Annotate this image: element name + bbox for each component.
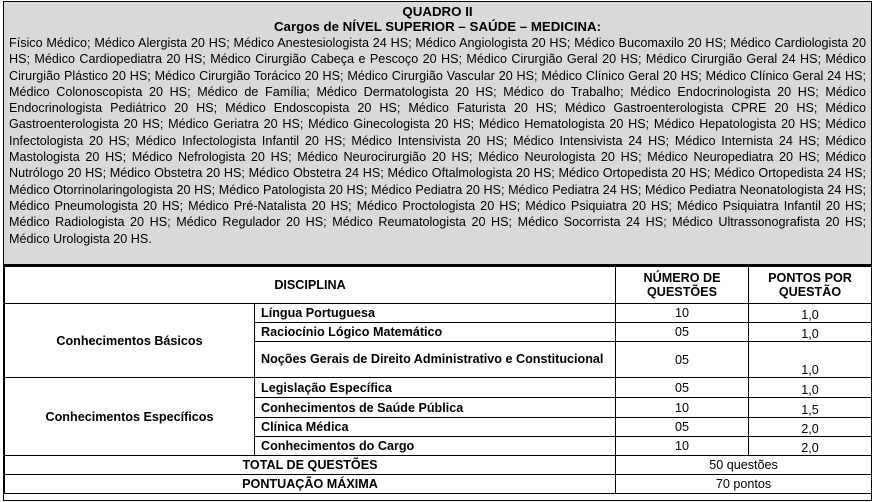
disciplina-cell: Legislação Específica xyxy=(255,378,616,398)
quadro-subtitle: Cargos de NÍVEL SUPERIOR – SAÚDE – MEDICINA: xyxy=(273,19,602,34)
pontos-cell: 2,0 xyxy=(749,437,872,456)
table-header-row xyxy=(5,267,872,304)
numero-cell: 10 xyxy=(616,398,749,418)
pontos-cell: 1,0 xyxy=(749,378,872,398)
cargos-list: Físico Médico; Médico Alergista 20 HS; Médico Anestesiologista 24 HS; Médico Angiologista 20 HS; Médico Bucomaxilo 20 HS; Médico Cardiologista 20 HS; Médico Cardiopediatra 20 HS; Médico Cirurgião Cabeça e Pescoço 20 HS; Médico Cirurgião Geral 20 HS; Médico Cirurgião Geral 24 HS; Médico Cirurgião Plástico 20 HS; Médico Cirurgião Torácico 20 HS; Médico Cirurgião Vascular 20 HS; Médico Clínico Geral 20 HS; Médico Clínico Geral 24 HS; Médico Colonoscopista 20 HS; Médico de Família; Médico Dermatologista 20 HS; Médico do Trabalho; Médico Endocrinologista 20 HS; Médico Endocrinologista Pediátrico 20 HS; Médico Endoscopista 20 HS; Médico Faturista 20 HS; Médico Gastroenterologista CPRE 20 HS; Médico Gastroenterologista 20 HS; Médico Geriatra 20 HS; Médico Ginecologista 20 HS; Médico Hematologista 20 HS; Médico Hepatologista 20 HS; Médico Infectologista 20 HS; Médico Infectologista Infantil 20 HS; Médico Intensivista 20 HS; Médico Intensivista 24 HS; Médico Internista 24 HS; Médico Mastologista 20 HS; Médico Nefrologista 20 HS; Médico Neurocirurgião 20 HS; Médico Neurologista 20 HS; Médico Neuropediatra 20 HS; Médico Nutrólogo 20 HS; Médico Obstetra 20 HS; Médico Obstetra 24 HS; Médico Oftalmologista 20 HS; Médico Ortopedista 20 HS; Médico Ortopedista 24 HS; Médico Otorrinolaringologista 20 HS; Médico Patologista 20 HS; Médico Pediatra 20 HS; Médico Pediatra 24 HS; Médico Pediatra Neonatologista 24 HS; Médico Pneumologista 20 HS; Médico Pré-Natalista 20 HS; Médico Proctologista 20 HS; Médico Psiquiatra 20 HS; Médico Psiquiatra Infantil 20 HS; Médico Radiologista 20 HS; Médico Regulador 20 HS; Médico Reumatologista 20 HS; Médico Socorrista 24 HS; Médico Ultrassonografista 20 HS; Médico Urologista 20 HS. xyxy=(9,36,866,246)
disciplina-cell: Noções Gerais de Direito Administrativo e Constitucional xyxy=(255,342,616,378)
pontos-cell: 1,0 xyxy=(749,323,872,342)
numero-cell: 10 xyxy=(616,304,749,323)
disciplina-cell: Língua Portuguesa xyxy=(255,304,616,323)
numero-cell: 05 xyxy=(616,418,749,437)
pontuacao-maxima-value: 70 pontos xyxy=(616,475,872,494)
total-row xyxy=(5,456,872,475)
total-questoes-value: 50 questões xyxy=(616,456,872,475)
max-row xyxy=(5,475,872,494)
quadro-title: QUADRO II xyxy=(402,4,473,19)
table-row xyxy=(5,304,872,323)
numero-cell: 05 xyxy=(616,378,749,398)
pontos-cell: 1,5 xyxy=(749,398,872,418)
disciplina-cell: Clínica Médica xyxy=(255,418,616,437)
numero-cell: 05 xyxy=(616,342,749,378)
cargos-header xyxy=(4,2,871,266)
pontuacao-maxima-label: PONTUAÇÃO MÁXIMA xyxy=(5,475,616,494)
header-numero-questoes: NÚMERO DE QUESTÕES xyxy=(616,267,749,304)
group-conhecimentos-basicos: Conhecimentos Básicos xyxy=(5,304,255,378)
header-pontos-questao: PONTOS POR QUESTÃO xyxy=(749,267,872,304)
table-row xyxy=(5,378,872,398)
group-conhecimentos-especificos: Conhecimentos Específicos xyxy=(5,378,255,456)
total-questoes-label: TOTAL DE QUESTÕES xyxy=(5,456,616,475)
pontos-cell: 2,0 xyxy=(749,418,872,437)
disciplina-cell: Raciocínio Lógico Matemático xyxy=(255,323,616,342)
numero-cell: 05 xyxy=(616,323,749,342)
pontos-cell: 1,0 xyxy=(749,304,872,323)
header-disciplina: DISCIPLINA xyxy=(5,267,616,304)
disciplina-cell: Conhecimentos do Cargo xyxy=(255,437,616,456)
quadro-box xyxy=(3,1,872,501)
disciplina-cell: Conhecimentos de Saúde Pública xyxy=(255,398,616,418)
pontos-cell: 1,0 xyxy=(749,342,872,378)
numero-cell: 10 xyxy=(616,437,749,456)
disciplinas-table xyxy=(4,266,872,494)
